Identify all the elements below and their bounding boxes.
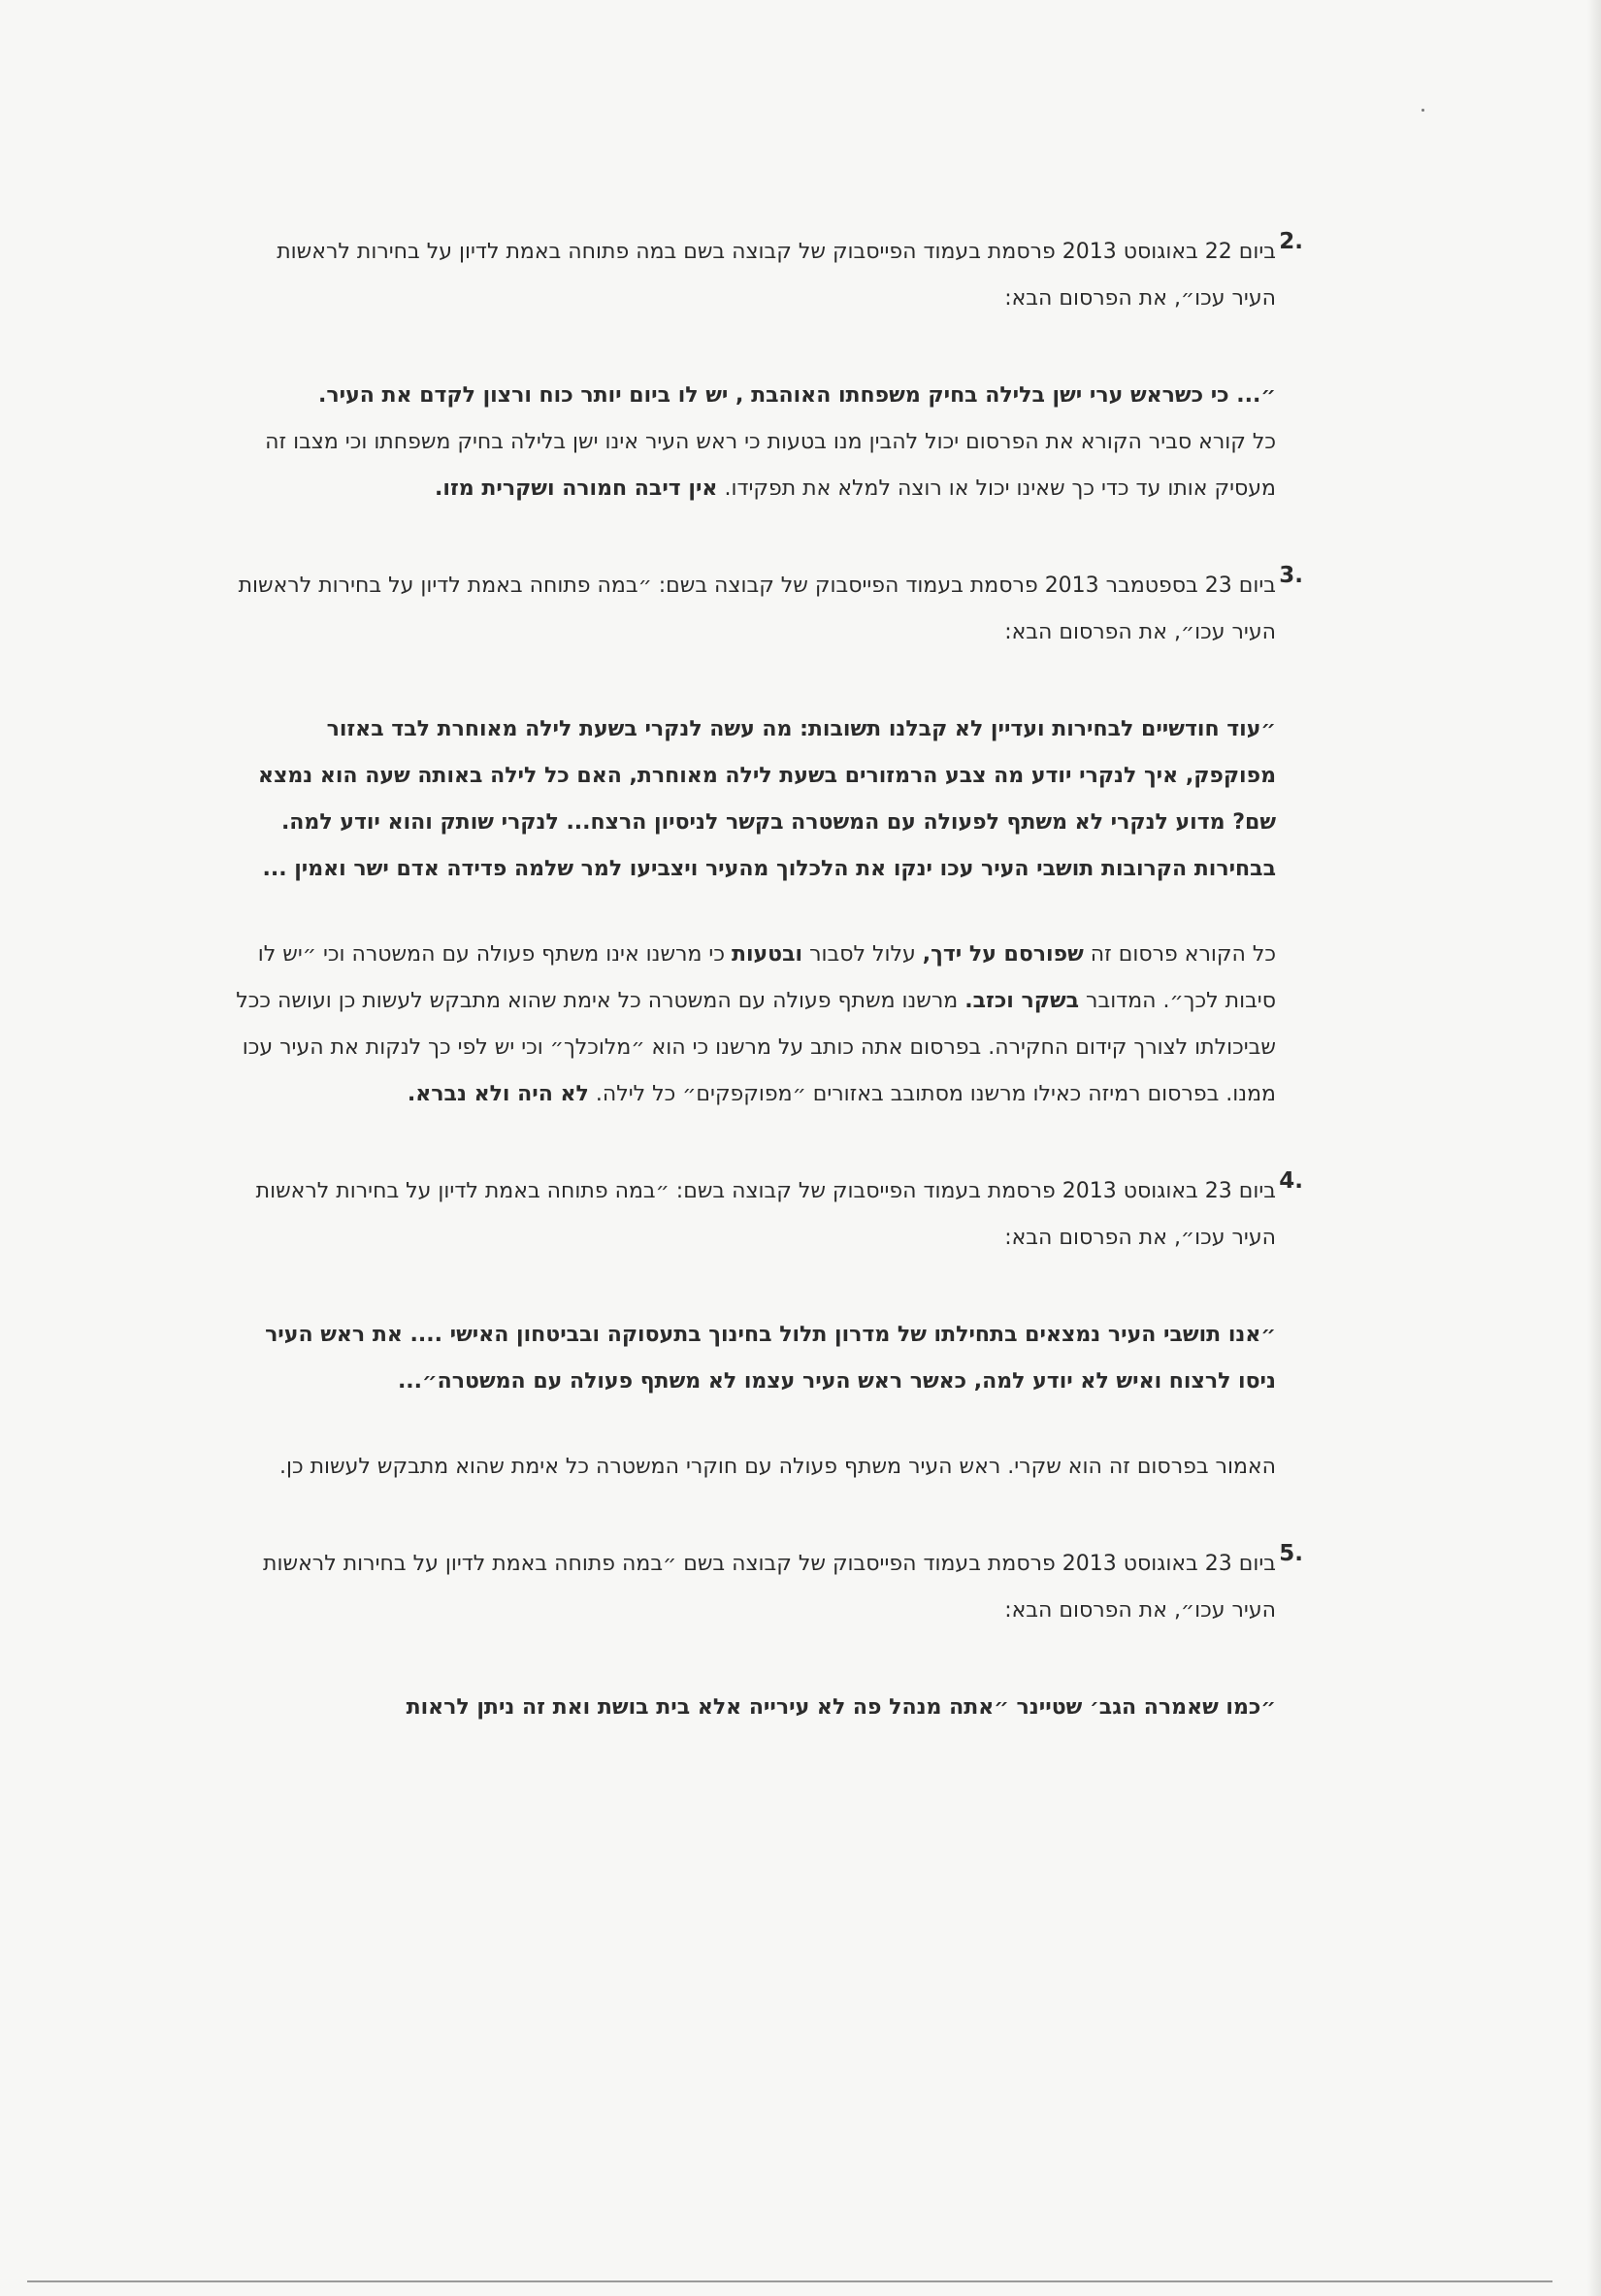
- comment-text: כל הקורא פרסום זה: [1083, 942, 1276, 967]
- clause-comment: [233, 932, 1276, 1118]
- clause-comment: האמור בפרסום זה הוא שקרי. ראש העיר משתף פעולה עם חוקרי המשטרה כל אימת שהוא מתבקש לעשות כן.: [278, 1455, 1276, 1479]
- quoted-post: ״... כי כשראש ערי ישן בלילה בחיק משפחתו האוהבת , יש לו ביום יותר כוח ורצון לקדם את העיר.: [317, 383, 1276, 408]
- clause-intro: ביום 23 באוגוסט 2013 פרסמת בעמוד הפייסבוק של קבוצה בשם ״במה פתוחה באמת לדיון על בחירות לראשות העיר עכו״, את הפרסום הבא:: [263, 1552, 1276, 1623]
- document-body: [233, 229, 1303, 1731]
- clause-5: [233, 1541, 1303, 1731]
- clause-intro: ביום 23 באוגוסט 2013 פרסמת בעמוד הפייסבוק של קבוצה בשם: ״במה פתוחה באמת לדיון על בחירות לראשות העיר עכו״, את הפרסום הבא:: [255, 1179, 1276, 1250]
- clause-2: [233, 229, 1303, 512]
- comment-emphasis: בשקר וכזב.: [964, 989, 1080, 1013]
- comment-emphasis: שפורסם על ידך,: [922, 942, 1084, 967]
- quoted-post: ״אנו תושבי העיר נמצאים בתחילתו של מדרון תלול בחינוך בתעסוקה ובביטחון האישי .... את ראש העיר ניסו לרצוח ואיש לא יודע למה, כאשר ראש העיר עצמו לא משתף פעולה עם המשטרה״...: [265, 1323, 1276, 1394]
- clause-3: [233, 563, 1303, 1118]
- clause-intro: ביום 23 בספטמבר 2013 פרסמת בעמוד הפייסבוק של קבוצה בשם: ״במה פתוחה באמת לדיון על בחירות לראשות העיר עכו״, את הפרסום הבא:: [238, 574, 1276, 644]
- footer-rule: [27, 2280, 1552, 2282]
- clause-number: 4.: [1279, 1168, 1303, 1194]
- clause-comment: [233, 419, 1276, 512]
- clause-intro: ביום 22 באוגוסט 2013 פרסמת בעמוד הפייסבוק של קבוצה בשם במה פתוחה באמת לדיון על בחירות לראשות העיר עכו״, את הפרסום הבא:: [277, 240, 1276, 311]
- comment-emphasis: לא היה ולא נברא.: [407, 1082, 589, 1106]
- comment-text: עלול לסבור: [802, 942, 923, 967]
- comment-emphasis: אין דיבה חמורה ושקרית מזו.: [435, 476, 718, 501]
- quoted-post: ״עוד חודשיים לבחירות ועדיין לא קבלנו תשובות: מה עשה לנקרי בשעת לילה מאוחרת לבד באזור מפוקפק, איך לנקרי יודע מה צבע הרמזורים בשעת לילה מאוחרת, האם כל לילה באותה שעה הוא נמצא שם? מדוע לנקרי לא משתף לפעולה עם המשטרה בקשר לניסיון הרצח... לנקרי שותק והוא יודע למה. בבחירות הקרובות תושבי העיר עכו ינקו את הלכלוך מהעיר ויצביעו למר שלמה פדידה אדם ישר ואמין ...: [257, 717, 1276, 881]
- clause-number: 3.: [1279, 563, 1303, 588]
- scan-edge: [1587, 0, 1601, 2296]
- clause-number: 2.: [1279, 229, 1303, 254]
- comment-text: כי מרשנו אינו משתף פעולה עם המשטרה וכי ״יש לו סיבות לכך״. המדובר: [257, 942, 1276, 1013]
- clause-4: [233, 1168, 1303, 1491]
- comment-emphasis: ובטעות: [731, 942, 803, 967]
- comment-text: כל קורא סביר הקורא את הפרסום יכול להבין מנו בטעות כי ראש העיר אינו ישן בלילה בחיק משפחתו וכי מצבו זה מעסיק אותו עד כדי כך שאינו יכול או רוצה למלא את תפקידו.: [265, 430, 1276, 501]
- scan-speck: [1421, 109, 1424, 112]
- comment-text: מרשנו משתף פעולה עם המשטרה כל אימת שהוא מתבקש לעשות כן ועושה ככל שביכולתו לצורך קידום החקירה. בפרסום אתה כותב על מרשנו כי הוא ״מלוכלך״ וכי יש לפי כך לנקות את העיר עכו ממנו. בפרסום רמיזה כאילו מרשנו מסתובב באזורים ״מפוקפקים״ כל לילה.: [236, 989, 1276, 1106]
- clause-number: 5.: [1279, 1541, 1303, 1566]
- quoted-post: ״כמו שאמרה הגב׳ שטיינר ״אתה מנהל פה לא עירייה אלא בית בושת ואת זה ניתן לראות: [406, 1695, 1276, 1720]
